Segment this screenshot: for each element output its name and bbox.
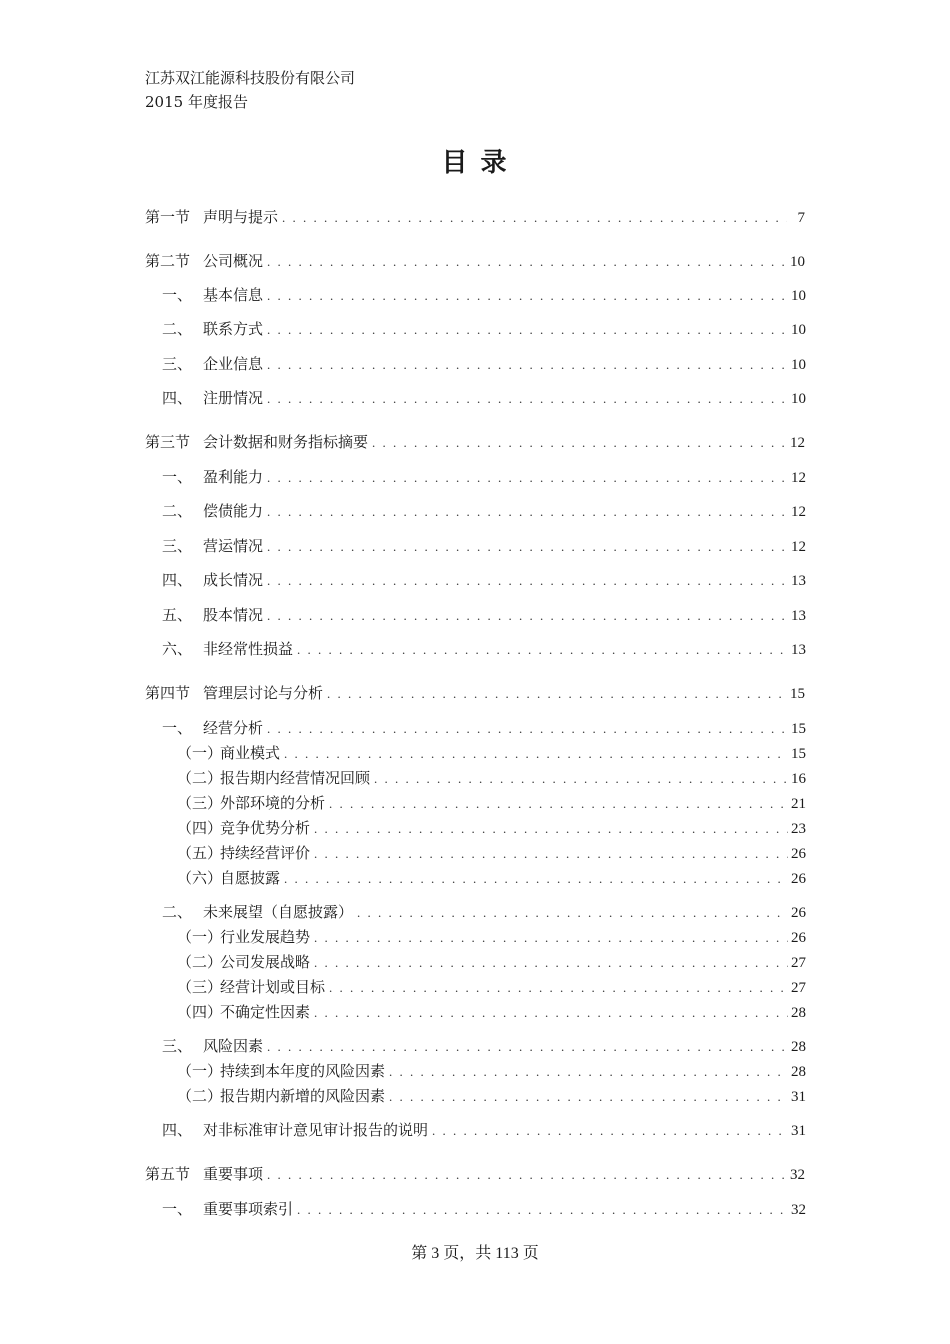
- toc-entry[interactable]: [145, 499, 806, 523]
- toc-entry-number: 五、: [162, 606, 193, 624]
- toc-entry-page: 12: [791, 470, 806, 486]
- toc-entry-number: （六）: [177, 869, 223, 887]
- toc-entry[interactable]: [145, 317, 806, 341]
- toc-entry-label: 持续经营评价: [220, 844, 311, 862]
- toc-entry[interactable]: [145, 637, 806, 661]
- toc-dot-leader: [368, 431, 787, 455]
- toc-entry-label: 经营分析: [203, 719, 264, 737]
- toc-dot-leader: [263, 466, 788, 490]
- toc-dot-leader: [325, 976, 788, 1000]
- toc-entry-number: （二）: [177, 769, 223, 787]
- toc-entry[interactable]: [145, 716, 806, 740]
- toc-entry-number: （四）: [177, 1003, 223, 1021]
- toc-entry[interactable]: [145, 283, 806, 307]
- toc-entry-page: 32: [790, 1167, 805, 1183]
- toc-dot-leader: [385, 1085, 788, 1109]
- toc-entry-page: 27: [791, 980, 806, 996]
- toc-entry-number: （一）: [177, 928, 223, 946]
- toc-entry-page: 12: [791, 504, 806, 520]
- toc-entry-page: 31: [791, 1123, 806, 1139]
- toc-entry-page: 16: [791, 771, 806, 787]
- toc-entry-number: 二、: [162, 502, 193, 520]
- toc-dot-leader: [280, 867, 788, 891]
- toc-entry[interactable]: [145, 900, 806, 924]
- toc-entry-page: 23: [791, 821, 806, 837]
- toc-entry-number: 四、: [162, 389, 193, 407]
- toc-entry-label: 会计数据和财务指标摘要: [203, 433, 369, 451]
- toc-entry-number: 二、: [162, 320, 193, 338]
- toc-dot-leader: [263, 387, 788, 411]
- toc-entry-page: 15: [791, 721, 806, 737]
- toc-entry-number: （一）: [177, 1062, 223, 1080]
- toc-entry-label: 行业发展趋势: [220, 928, 311, 946]
- toc-dot-leader: [263, 284, 788, 308]
- toc-entry-page: 27: [791, 955, 806, 971]
- toc-dot-leader: [310, 1001, 788, 1025]
- toc-entry-number: 三、: [162, 1037, 193, 1055]
- toc-entry[interactable]: [145, 741, 806, 765]
- toc-entry-page: 13: [791, 573, 806, 589]
- toc-entry-label: 不确定性因素: [220, 1003, 311, 1021]
- toc-entry[interactable]: [145, 249, 805, 273]
- toc-entry-label: 报告期内经营情况回顾: [220, 769, 371, 787]
- toc-entry-number: 一、: [162, 286, 193, 304]
- toc-entry-number: 一、: [162, 1200, 193, 1218]
- toc-entry-number: （三）: [177, 794, 223, 812]
- toc-entry-number: 四、: [162, 571, 193, 589]
- toc-entry-number: 一、: [162, 719, 193, 737]
- toc-dot-leader: [263, 353, 788, 377]
- toc-entry-page: 26: [791, 930, 806, 946]
- toc-dot-leader: [353, 901, 788, 925]
- toc-entry[interactable]: [145, 1197, 806, 1221]
- toc-entry-label: 未来展望（自愿披露）: [203, 903, 354, 921]
- toc-entry-label: 风险因素: [203, 1037, 264, 1055]
- toc-dot-leader: [293, 1198, 788, 1222]
- toc-entry-number: 一、: [162, 468, 193, 486]
- toc-dot-leader: [385, 1060, 788, 1084]
- toc-entry-label: 注册情况: [203, 389, 264, 407]
- toc-entry[interactable]: [145, 386, 806, 410]
- toc-entry-label: 股本情况: [203, 606, 264, 624]
- toc-dot-leader: [263, 717, 788, 741]
- toc-entry-page: 10: [791, 357, 806, 373]
- toc-entry[interactable]: [145, 465, 806, 489]
- toc-entry-label: 经营计划或目标: [220, 978, 326, 996]
- toc-entry-page: 28: [791, 1039, 806, 1055]
- toc-entry-page: 12: [791, 539, 806, 555]
- toc-entry-label: 报告期内新增的风险因素: [220, 1087, 386, 1105]
- toc-entry-page: 31: [791, 1089, 806, 1105]
- toc-entry[interactable]: [145, 568, 806, 592]
- toc-dot-leader: [278, 206, 787, 230]
- toc-entry-page: 10: [791, 391, 806, 407]
- toc-entry-label: 持续到本年度的风险因素: [220, 1062, 386, 1080]
- toc-dot-leader: [323, 682, 787, 706]
- toc-entry-page: 26: [791, 846, 806, 862]
- toc-dot-leader: [263, 535, 788, 559]
- toc-dot-leader: [293, 638, 788, 662]
- toc-entry-number: 第二节: [145, 252, 191, 270]
- toc-dot-leader: [370, 767, 788, 791]
- toc-dot-leader: [280, 742, 788, 766]
- toc-entry-label: 成长情况: [203, 571, 264, 589]
- toc-dot-leader: [263, 500, 788, 524]
- toc-entry-number: 六、: [162, 640, 193, 658]
- toc-entry-page: 7: [797, 210, 805, 226]
- toc-entry-page: 15: [790, 686, 805, 702]
- toc-dot-leader: [310, 926, 788, 950]
- toc-entry-number: （二）: [177, 1087, 223, 1105]
- toc-entry-number: 三、: [162, 537, 193, 555]
- toc-entry-label: 竞争优势分析: [220, 819, 311, 837]
- toc-entry[interactable]: [145, 1059, 806, 1083]
- toc-entry-label: 自愿披露: [220, 869, 281, 887]
- toc-entry-label: 商业模式: [220, 744, 281, 762]
- toc-entry-number: 第一节: [145, 208, 191, 226]
- toc-entry[interactable]: [145, 1034, 806, 1058]
- toc-dot-leader: [263, 1163, 787, 1187]
- toc-entry[interactable]: [145, 975, 806, 999]
- toc-entry[interactable]: [145, 866, 806, 890]
- toc-dot-leader: [428, 1119, 788, 1143]
- toc-entry-page: 10: [791, 288, 806, 304]
- toc-dot-leader: [310, 817, 788, 841]
- toc-dot-leader: [263, 604, 788, 628]
- toc-entry-number: 第三节: [145, 433, 191, 451]
- toc-entry-label: 公司发展战略: [220, 953, 311, 971]
- toc-entry-number: 二、: [162, 903, 193, 921]
- toc-entry-label: 声明与提示: [203, 208, 279, 226]
- toc-entry-number: （一）: [177, 744, 223, 762]
- toc-entry-page: 28: [791, 1064, 806, 1080]
- toc-dot-leader: [263, 318, 788, 342]
- toc-entry[interactable]: [145, 1162, 805, 1186]
- toc-dot-leader: [263, 250, 787, 274]
- toc-entry[interactable]: [145, 1084, 806, 1108]
- toc-entry-label: 营运情况: [203, 537, 264, 555]
- toc-entry-page: 32: [791, 1202, 806, 1218]
- toc-entry[interactable]: [145, 205, 805, 229]
- toc-dot-leader: [263, 1035, 788, 1059]
- toc-entry-number: 第四节: [145, 684, 191, 702]
- toc-entry-page: 26: [791, 871, 806, 887]
- toc-entry[interactable]: [145, 766, 806, 790]
- toc-dot-leader: [263, 569, 788, 593]
- toc-entry[interactable]: [145, 534, 806, 558]
- toc-entry-page: 13: [791, 642, 806, 658]
- toc-dot-leader: [310, 951, 788, 975]
- toc-entry-label: 基本信息: [203, 286, 264, 304]
- toc-entry[interactable]: [145, 841, 806, 865]
- toc-entry-label: 外部环境的分析: [220, 794, 326, 812]
- toc-entry-label: 联系方式: [203, 320, 264, 338]
- toc-entry[interactable]: [145, 430, 805, 454]
- toc-entry[interactable]: [145, 1118, 806, 1142]
- toc-entry-label: 偿债能力: [203, 502, 264, 520]
- company-name: 江苏双江能源科技股份有限公司: [145, 69, 356, 87]
- toc-entry-page: 10: [791, 322, 806, 338]
- toc-entry-label: 非经常性损益: [203, 640, 294, 658]
- toc-entry-number: 四、: [162, 1121, 193, 1139]
- toc-entry-number: （四）: [177, 819, 223, 837]
- toc-entry-page: 10: [790, 254, 805, 270]
- toc-dot-leader: [310, 842, 788, 866]
- toc-entry[interactable]: [145, 681, 805, 705]
- toc-entry-number: （二）: [177, 953, 223, 971]
- toc-entry-label: 盈利能力: [203, 468, 264, 486]
- toc-entry-label: 对非标准审计意见审计报告的说明: [203, 1121, 429, 1139]
- toc-entry-page: 12: [790, 435, 805, 451]
- toc-entry[interactable]: [145, 791, 806, 815]
- toc-entry-page: 28: [791, 1005, 806, 1021]
- page-footer: 第 3 页，共 113 页: [411, 1245, 539, 1262]
- page-title: 目 录: [441, 148, 509, 178]
- toc-entry-page: 26: [791, 905, 806, 921]
- toc-entry[interactable]: [145, 950, 806, 974]
- toc-entry[interactable]: [145, 603, 806, 627]
- toc-entry-label: 管理层讨论与分析: [203, 684, 324, 702]
- toc-entry-number: （三）: [177, 978, 223, 996]
- report-year: 2015 年度报告: [145, 93, 248, 111]
- toc-entry-label: 重要事项索引: [203, 1200, 294, 1218]
- toc-entry-number: 三、: [162, 355, 193, 373]
- toc-entry-label: 企业信息: [203, 355, 264, 373]
- document-header: [145, 66, 355, 114]
- toc-entry-page: 15: [791, 746, 806, 762]
- toc-entry[interactable]: [145, 352, 806, 376]
- toc-entry[interactable]: [145, 925, 806, 949]
- toc-entry-page: 13: [791, 608, 806, 624]
- toc-entry-number: 第五节: [145, 1165, 191, 1183]
- toc-entry-label: 公司概况: [203, 252, 264, 270]
- toc-entry-label: 重要事项: [203, 1165, 264, 1183]
- toc-entry[interactable]: [145, 816, 806, 840]
- toc-entry-number: （五）: [177, 844, 223, 862]
- toc-entry[interactable]: [145, 1000, 806, 1024]
- toc-entry-page: 21: [791, 796, 806, 812]
- toc-dot-leader: [325, 792, 788, 816]
